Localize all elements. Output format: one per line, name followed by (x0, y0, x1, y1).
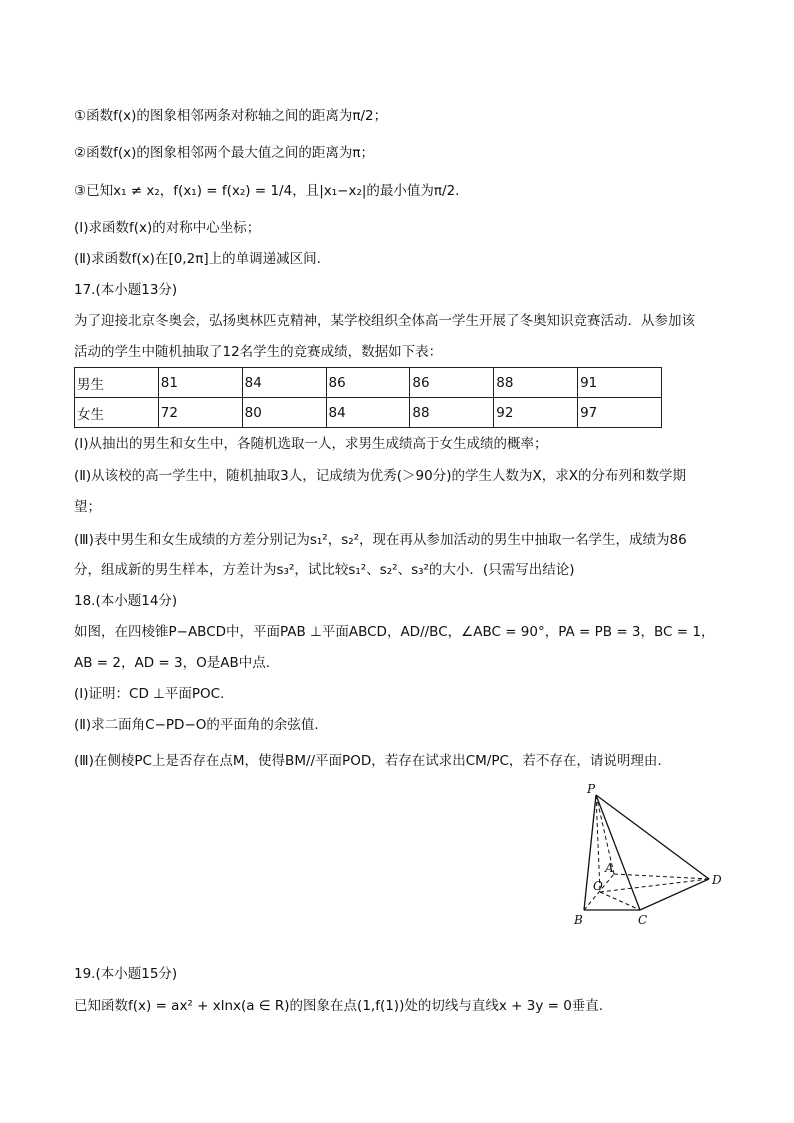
condition-2: ②函数f(x)的图象相邻两个最大值之间的距离为π； (74, 145, 375, 161)
table-row-female (75, 398, 662, 428)
q17-intro-line1: 为了迎接北京冬奥会，弘扬奥林匹克精神，某学校组织全体高一学生开展了冬奥知识竞赛活动．从参加该 (74, 313, 695, 329)
row-label: 男生 (75, 368, 159, 398)
label-O: O (593, 879, 603, 893)
label-D: D (712, 873, 722, 887)
table-cell: 84 (326, 398, 410, 428)
table-row-male (75, 368, 662, 398)
table-cell: 86 (410, 368, 494, 398)
scores-table (74, 367, 662, 428)
pyramid-figure (574, 784, 734, 929)
q17-part3-line2: 分，组成新的男生样本，方差计为s₃²，试比较s₁²、s₂²、s₃²的大小．(只需写出结论) (74, 562, 575, 578)
table-cell: 84 (242, 368, 326, 398)
table-cell: 72 (158, 398, 242, 428)
q17-part2-line1: (Ⅱ)从该校的高一学生中，随机抽取3人，记成绩为优秀(＞90分)的学生人数为X，求X的分布列和数学期 (74, 468, 686, 484)
q18-part2: (Ⅱ)求二面角C−PD−O的平面角的余弦值. (74, 717, 319, 733)
condition-1: ①函数f(x)的图象相邻两条对称轴之间的距离为π/2； (74, 108, 388, 124)
q18-part3: (Ⅲ)在侧棱PC上是否存在点M，使得BM//平面POD，若存在试求出CM/PC，若不存在，请说明理由. (74, 753, 662, 769)
q19-intro: 已知函数f(x) = ax² + xlnx(a ∈ R)的图象在点(1,f(1))处的切线与直线x + 3y = 0垂直. (74, 998, 604, 1014)
q18-header: 18.(本小题14分) (74, 593, 178, 609)
q16-part2: (Ⅱ)求函数f(x)在[0,2π]上的单调递减区间. (74, 251, 321, 267)
q17-intro-line2: 活动的学生中随机抽取了12名学生的竞赛成绩，数据如下表： (74, 344, 443, 360)
table-cell: 88 (494, 368, 578, 398)
label-A: A (605, 861, 614, 875)
label-B: B (574, 913, 583, 927)
q19-header: 19.(本小题15分) (74, 966, 178, 982)
table-cell: 80 (242, 398, 326, 428)
label-P: P (587, 784, 596, 796)
q17-part3-line1: (Ⅲ)表中男生和女生成绩的方差分别记为s₁²，s₂²，现在再从参加活动的男生中抽取一名学生，成绩为86 (74, 532, 687, 548)
q17-part1: (Ⅰ)从抽出的男生和女生中，各随机选取一人，求男生成绩高于女生成绩的概率； (74, 436, 548, 452)
table-cell: 91 (578, 368, 662, 398)
q16-part1: (Ⅰ)求函数f(x)的对称中心坐标； (74, 220, 261, 236)
row-label: 女生 (75, 398, 159, 428)
condition-3: ③已知x₁ ≠ x₂，f(x₁) = f(x₂) = 1/4，且|x₁−x₂|的最小值为π/2. (74, 183, 460, 199)
q18-intro-line1: 如图，在四棱锥P−ABCD中，平面PAB ⊥平面ABCD，AD//BC，∠ABC = 90°，PA = PB = 3，BC = 1， (74, 624, 715, 640)
table-cell: 86 (326, 368, 410, 398)
table-cell: 97 (578, 398, 662, 428)
table-cell: 92 (494, 398, 578, 428)
label-C: C (638, 913, 648, 927)
q17-part2-line2: 望； (74, 499, 101, 515)
table-cell: 88 (410, 398, 494, 428)
table-cell: 81 (158, 368, 242, 398)
q18-intro-line2: AB = 2，AD = 3，O是AB中点. (74, 655, 271, 671)
q17-header: 17.(本小题13分) (74, 282, 178, 298)
q18-part1: (Ⅰ)证明：CD ⊥平面POC. (74, 686, 225, 702)
segment-OD (600, 879, 709, 892)
edge-CD (640, 879, 709, 910)
